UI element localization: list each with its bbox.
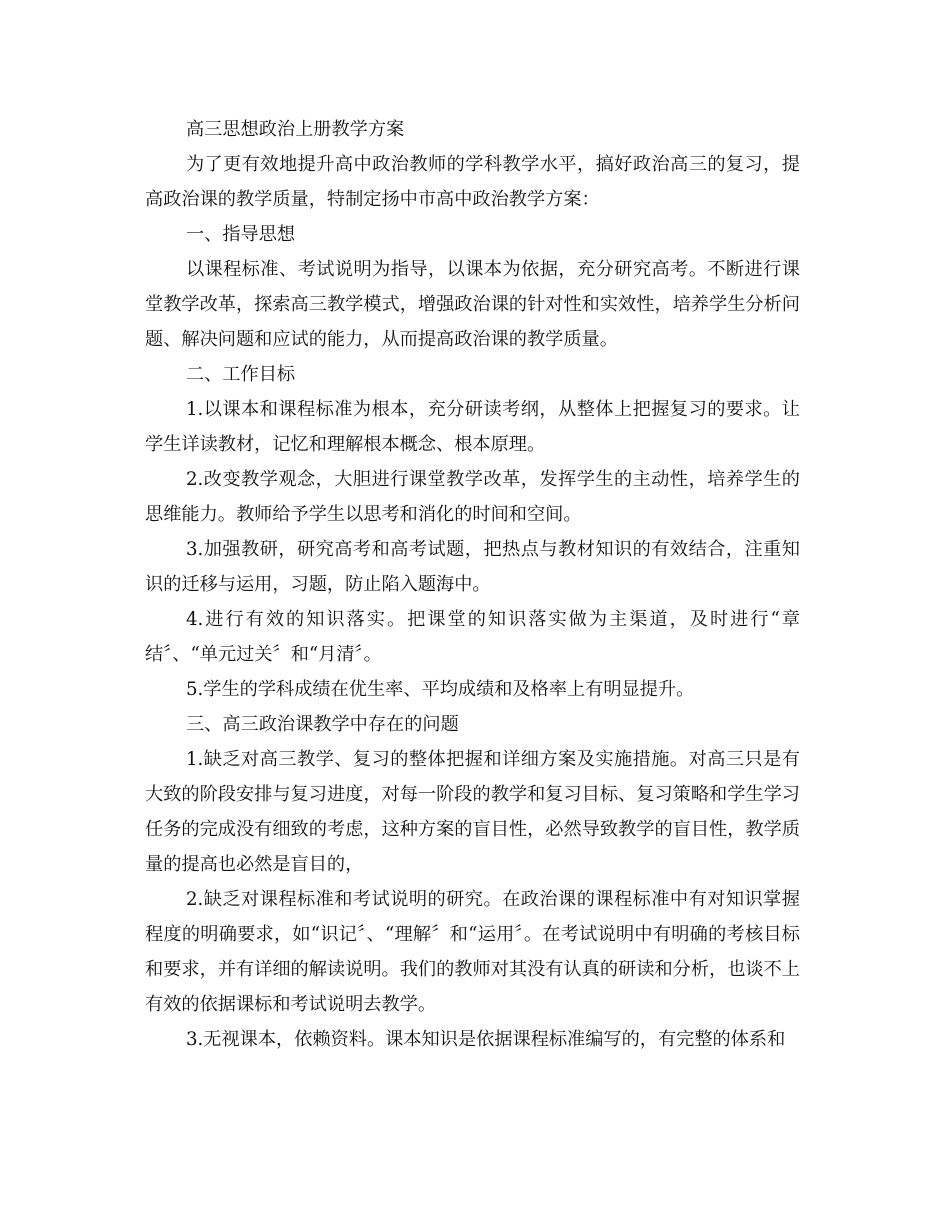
intro-paragraph: 为了更有效地提升高中政治教师的学科教学水平，搞好政治高三的复习，提高政治课的教学质量，特制定扬中市高中政治教学方案： xyxy=(145,154,800,210)
work-goal-item-4: 4.进行有效的知识落实。把课堂的知识落实做为主渠道，及时进行“章结〞、“单元过关〞和“月清〞。 xyxy=(145,609,800,665)
guiding-thought-paragraph: 以课程标准、考试说明为指导，以课本为依据，充分研究高考。不断进行课堂教学改革，探索高三教学模式，增强政治课的针对性和实效性，培养学生分析问题、解决问题和应试的能力，从而提高政治课的教学质量。 xyxy=(145,259,800,350)
section-heading-guiding-thought: 一、指导思想 xyxy=(185,224,296,245)
section-heading-problems: 三、高三政治课教学中存在的问题 xyxy=(185,714,459,735)
section-heading-work-goals: 二、工作目标 xyxy=(185,364,296,385)
document-title: 高三思想政治上册教学方案 xyxy=(185,119,405,140)
work-goal-item-1: 1.以课本和课程标准为根本，充分研读考纲，从整体上把握复习的要求。让学生详读教材，记忆和理解根本概念、根本原理。 xyxy=(145,399,800,455)
problem-item-3: 3.无视课本，依赖资料。课本知识是依据课程标准编写的，有完整的体系和 xyxy=(185,1029,786,1050)
problem-item-1: 1.缺乏对高三教学、复习的整体把握和详细方案及实施措施。对高三只是有大致的阶段安排与复习进度，对每一阶段的教学和复习目标、复习策略和学生学习任务的完成没有细致的考虑，这种方案的盲目性，必然导致教学的盲目性，教学质量的提高也必然是盲目的， xyxy=(145,749,800,875)
document-body xyxy=(145,112,800,1057)
work-goal-item-2: 2.改变教学观念，大胆进行课堂教学改革，发挥学生的主动性，培养学生的思维能力。教师给予学生以思考和消化的时间和空间。 xyxy=(145,469,800,525)
work-goal-item-5: 5.学生的学科成绩在优生率、平均成绩和及格率上有明显提升。 xyxy=(185,679,695,700)
problem-item-2: 2.缺乏对课程标准和考试说明的研究。在政治课的课程标准中有对知识掌握程度的明确要求，如“识记〞、“理解〞和“运用〞。在考试说明中有明确的考核目标和要求，并有详细的解读说明。我们的教师对其没有认真的研读和分析，也谈不上有效的依据课标和考试说明去教学。 xyxy=(145,889,800,1015)
work-goal-item-3: 3.加强教研，研究高考和高考试题，把热点与教材知识的有效结合，注重知识的迁移与运用，习题，防止陷入题海中。 xyxy=(145,539,800,595)
